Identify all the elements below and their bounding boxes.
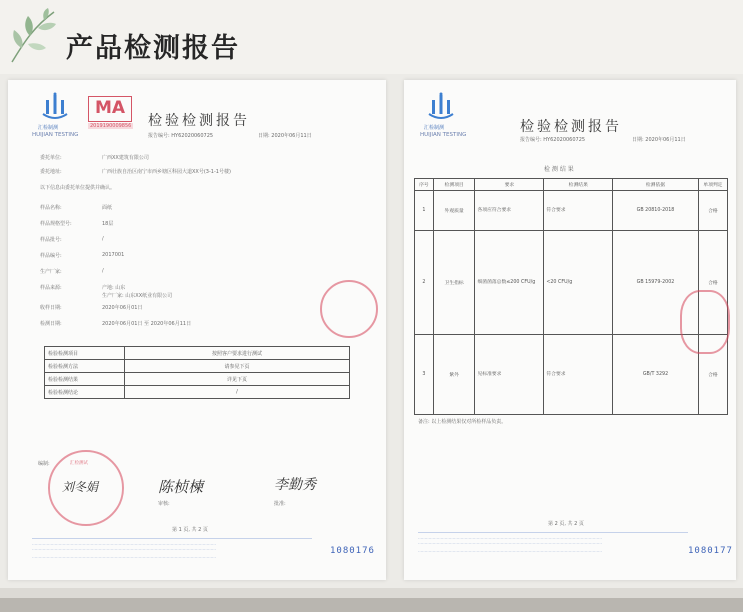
logo-name: 汇检制测 <box>424 125 445 131</box>
logo-name: 汇检制测 <box>38 125 59 131</box>
summary-table <box>44 346 350 399</box>
serial-number: 1080176 <box>330 546 375 556</box>
table-row: 2 卫生指标 细菌菌落总数≤200 CFU/g <20 CFU/g GB 15979-2002 合格 <box>415 231 728 335</box>
report-date: 日期: 2020年06月11日 <box>258 133 312 139</box>
page-number: 第 1 页, 共 2 页 <box>172 527 208 533</box>
report-number: 报告编号: HY62020060725 <box>520 137 586 143</box>
leaf-icon <box>8 6 62 66</box>
report-page-1: 汇检制测 HUIJIAN TESTING MA 2019190009856 检验检测报告 报告编号: HY62020060725 日期: 2020年06月11日 委托单位: 广西XX建筑有限公司 委托地址: 广西壮族自治区南宁市西乡塘区科园大道XX号(3-1-1号楼) 以下信息由委托单位提供并确认。 样品名称: 面纸 样品规格型号: 18层 样品批号: / 样品编号: 2017001 生产厂家: / 样品来源: 产地: 山东 生产厂家: 山东XX纸业有限公司 收样日期: 2020年06月01日 检测日期: 2020年06月01日 至 2020年06月11日 检验检测项目 按照客户要求进行测试 检验检测方法 请参见下页 检验检测结果 详见下页 检验检测结论 / 汇检测试 编制: 刘冬娟 审核: 陈桢楝 批准: 李勤秀 第 1 页, 共 2 页 ………………………………………………………………………………………………………………………… ………………………………………………………………………………………………………………………… ………………………………………………………………………………………………………………………… 1080176 <box>8 80 386 580</box>
signature: 陈桢楝 <box>158 478 204 496</box>
table-note: 备注: 以上检测结果仅对所检样品负责。 <box>418 419 507 425</box>
sign-label: 批准: <box>274 501 286 507</box>
ma-number: 2019190009856 <box>90 123 132 129</box>
table-row: 检验检测结果 详见下页 <box>45 373 350 386</box>
table-row: 检验检测结论 / <box>45 386 350 399</box>
bottom-line <box>0 598 743 612</box>
red-seal-stamp <box>320 280 378 338</box>
red-seal-stamp <box>680 290 730 354</box>
footer-text: ………………………………………………………………………………………………………………………… <box>32 538 312 546</box>
report-date: 日期: 2020年06月11日 <box>632 137 686 143</box>
table-header-row: 序号 检测项目 要求 检测结果 检测依据 单项判定 <box>415 179 728 191</box>
logo-sub: HUIJIAN TESTING <box>32 132 79 138</box>
logo-sub: HUIJIAN TESTING <box>420 132 467 138</box>
header-banner <box>0 0 743 74</box>
sign-label: 编制: <box>38 461 50 467</box>
table-row: 3 紫外 见标准要求 符合要求 GB/T 3292 合格 <box>415 335 728 415</box>
table-title: 检 测 结 果 <box>544 166 574 173</box>
signature: 刘冬娟 <box>62 480 99 494</box>
table-row: 检验检测方法 请参见下页 <box>45 360 350 373</box>
doc-title: 检验检测报告 <box>520 119 622 135</box>
footer-text: ………………………………………………………………………………………………………………………… <box>32 554 216 559</box>
footer-text: ………………………………………………………………………………………………………………………… <box>418 548 602 553</box>
stamp-text: 汇检测试 <box>70 461 88 466</box>
doc-title: 检验检测报告 <box>148 113 250 129</box>
huijian-logo-icon <box>40 92 70 120</box>
footer-text: ………………………………………………………………………………………………………………………… <box>32 546 216 551</box>
huijian-logo-icon <box>426 92 456 120</box>
serial-number: 1080177 <box>688 546 733 556</box>
footer-text: ………………………………………………………………………………………………………………………… <box>418 532 688 540</box>
sign-label: 审核: <box>158 501 170 507</box>
signature: 李勤秀 <box>274 477 316 493</box>
table-row: 检验检测项目 按照客户要求进行测试 <box>45 347 350 360</box>
ma-certification-mark: MA <box>88 96 132 122</box>
footer-text: ………………………………………………………………………………………………………………………… <box>418 540 602 545</box>
page-title: 产品检测报告 <box>66 33 240 64</box>
results-table <box>414 178 728 415</box>
report-number: 报告编号: HY62020060725 <box>148 133 214 139</box>
table-row: 1 外观质量 各项应符合要求 符合要求 GB 20810-2018 合格 <box>415 191 728 231</box>
report-page-2 <box>404 80 736 580</box>
page-number: 第 2 页, 共 2 页 <box>548 521 584 527</box>
